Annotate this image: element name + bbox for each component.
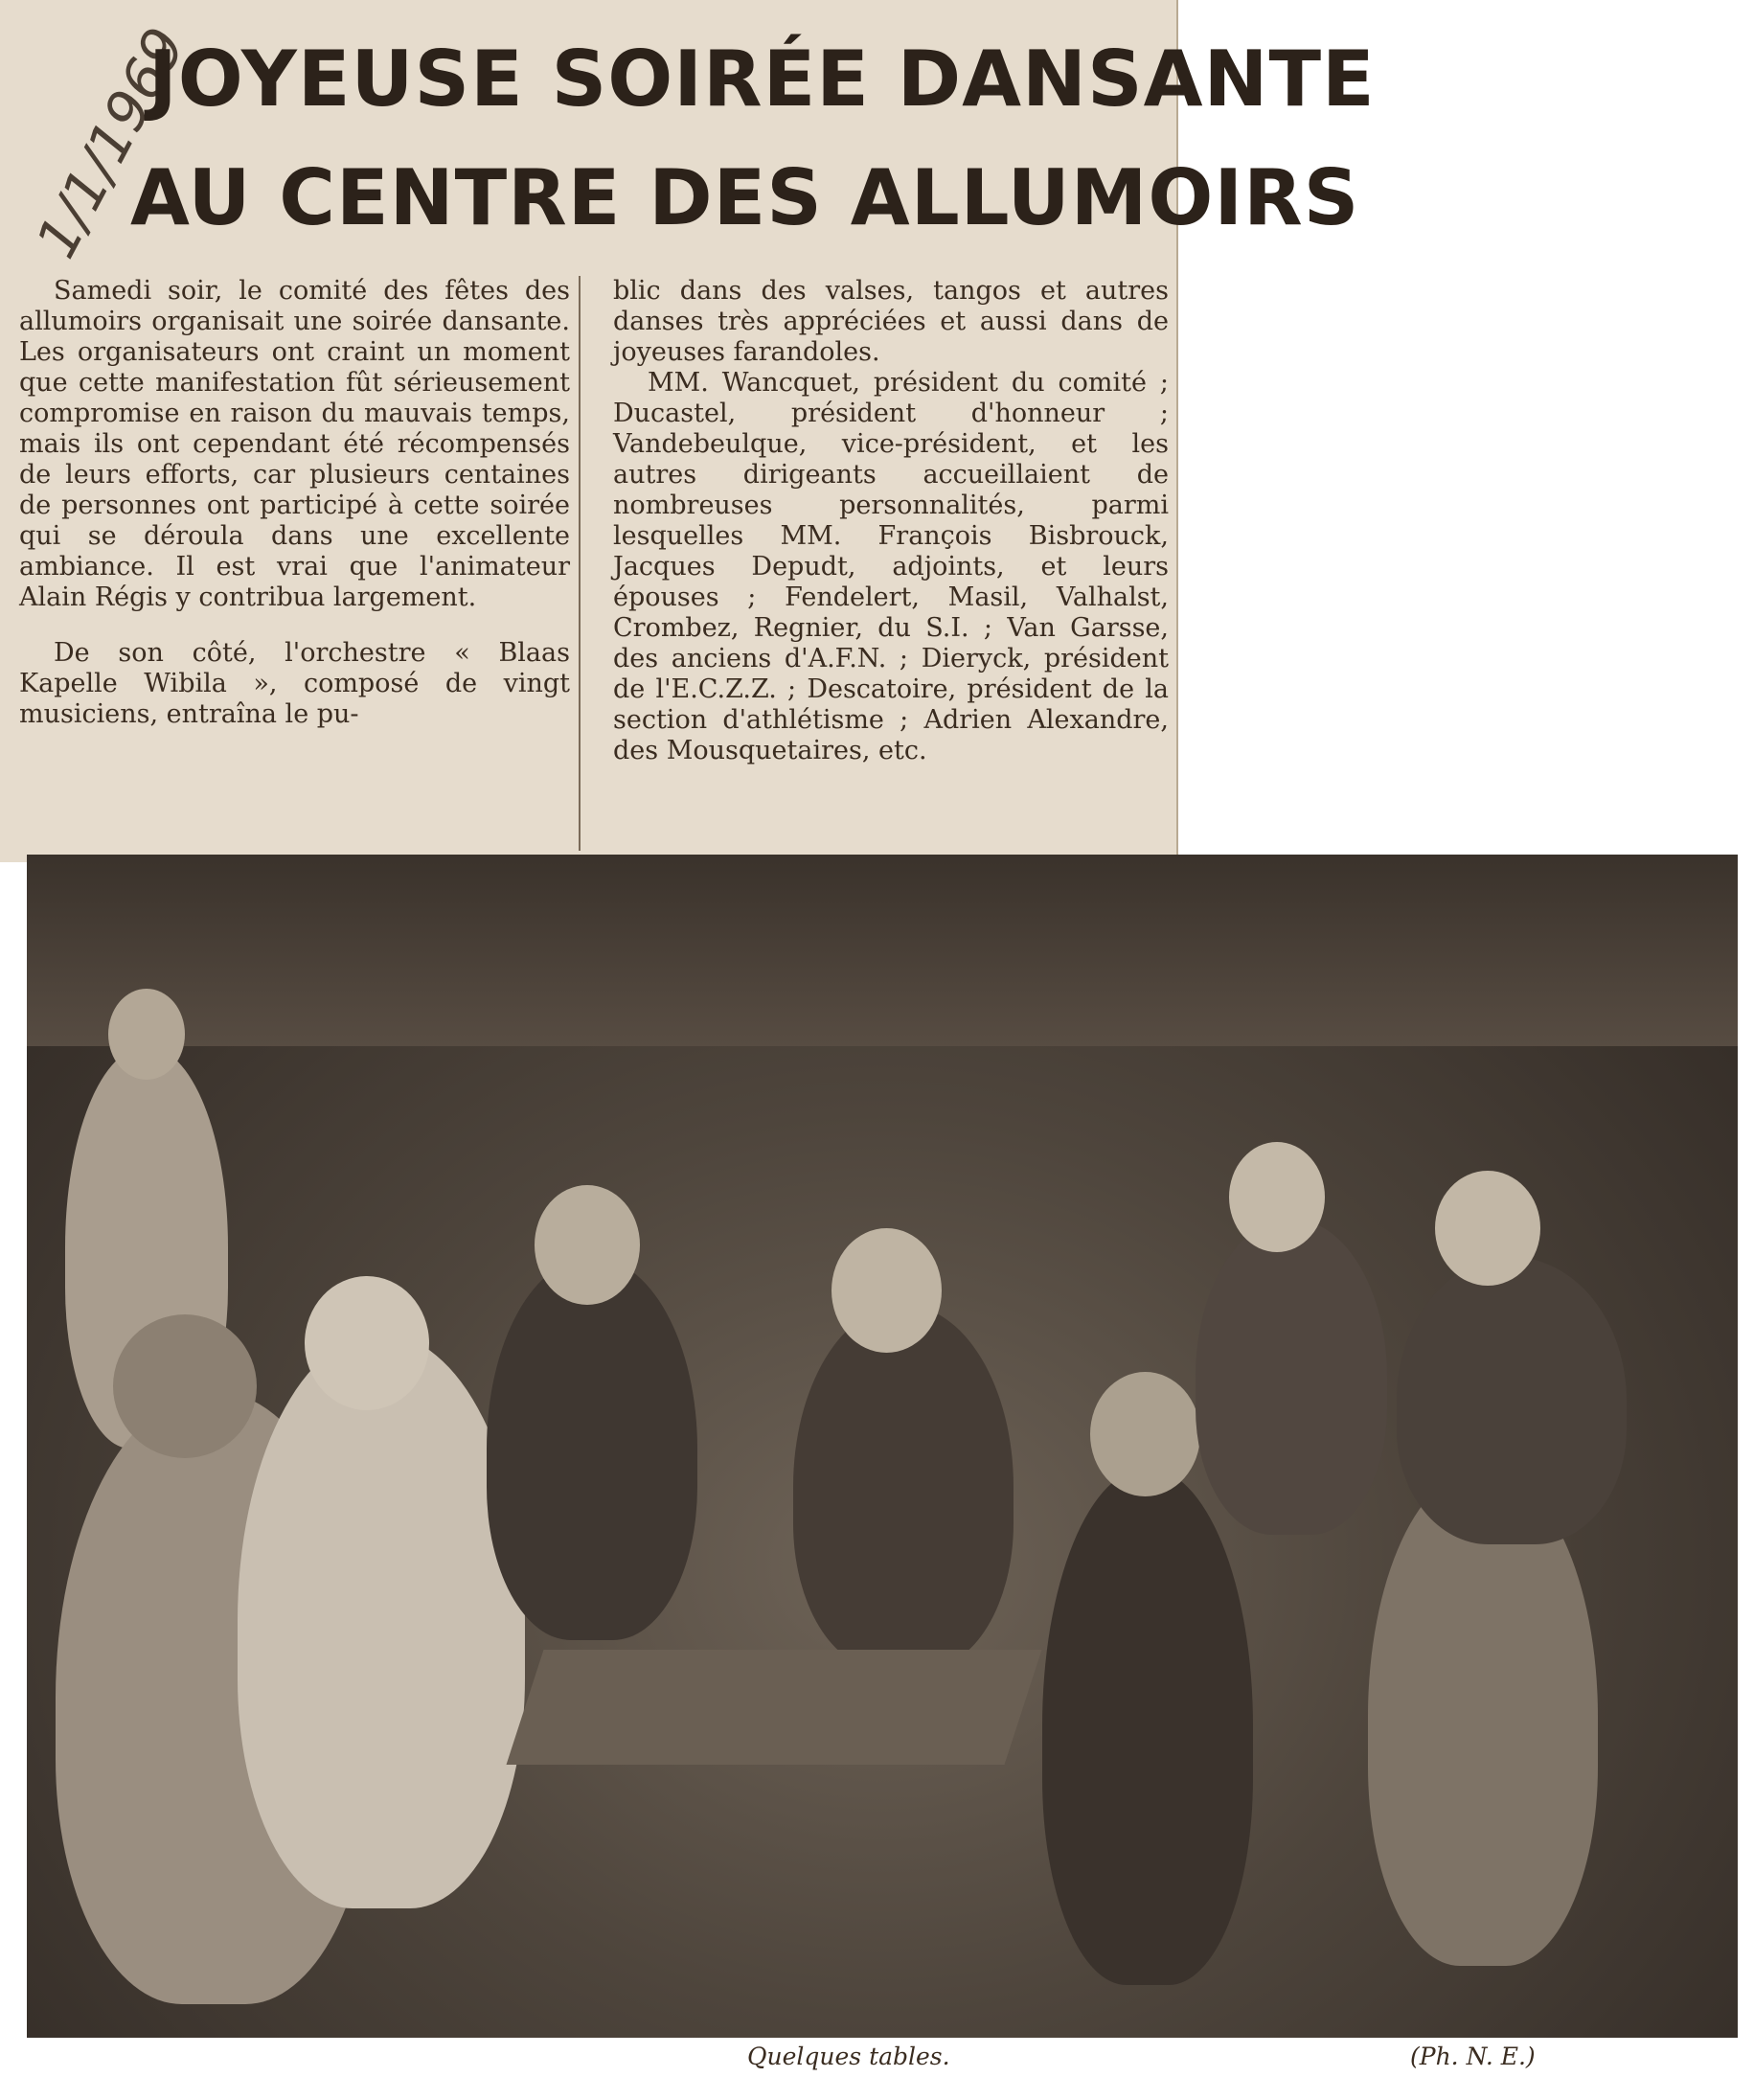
photo-person-head (535, 1185, 640, 1305)
photo-credit: (Ph. N. E.) (1410, 2043, 1536, 2070)
column-divider (579, 276, 581, 851)
photo-person (1397, 1257, 1627, 1544)
photo-person (1196, 1219, 1387, 1535)
photo-person (793, 1305, 1014, 1669)
article-clipping (0, 0, 1376, 862)
photo-person (487, 1257, 697, 1640)
photo-person-head (305, 1276, 429, 1410)
headline-line-2: AU CENTRE DES ALLUMOIRS (130, 153, 1360, 242)
photo-person-head (831, 1228, 942, 1353)
article-column-left (19, 276, 570, 730)
event-photo (27, 855, 1738, 2038)
article-paragraph: Samedi soir, le comité des fêtes des allumoirs organisait une soirée dansante. Les organisateurs ont craint un moment que cette manifestation fût sérieusement compromise en raison du mauvais temps, mais ils ont cependant été récompensés de leurs efforts, car plusieurs centaines de personnes ont participé à cette soirée qui se déroula dans une excellente ambiance. Il est vrai que l'animateur Alain Régis y contribua largement. (19, 276, 570, 612)
photo-table (507, 1650, 1042, 1765)
article-paragraph: blic dans des valses, tangos et autres danses très appréciées et aussi dans de joyeuses farandoles. (613, 276, 1169, 367)
handwritten-date: 1/1/1969 (23, 16, 198, 268)
photo-background-wall (27, 855, 1738, 1046)
photo-caption: Quelques tables. (747, 2043, 950, 2070)
photo-person-head (1435, 1171, 1540, 1286)
photo-person-head (113, 1314, 257, 1458)
article-paragraph: De son côté, l'orchestre « Blaas Kapelle Wibila », composé de vingt musiciens, entraîna le pu- (19, 638, 570, 729)
article-column-right (613, 276, 1169, 766)
photo-person-head (108, 989, 185, 1080)
photo-person (1042, 1468, 1253, 1985)
headline-line-1: JOYEUSE SOIRÉE DANSANTE (148, 34, 1376, 124)
article-paragraph: MM. Wancquet, président du comité ; Ducastel, président d'honneur ; Vandebeulque, vice-président, et les autres dirigeants accueillaient de nombreuses personnalités, parmi lesquelles MM. François Bisbrouck, Jacques Depudt, adjoints, et leurs épouses ; Fendelert, Masil, Valhalst, Crombez, Regnier, du S.I. ; Van Garsse, des anciens d'A.F.N. ; Dieryck, président de l'E.C.Z.Z. ; Descatoire, président de la section d'athlétisme ; Adrien Alexandre, des Mousquetaires, etc. (613, 368, 1169, 765)
photo-person (238, 1334, 525, 1908)
photo-person-head (1229, 1142, 1325, 1252)
photo-person-head (1090, 1372, 1200, 1496)
